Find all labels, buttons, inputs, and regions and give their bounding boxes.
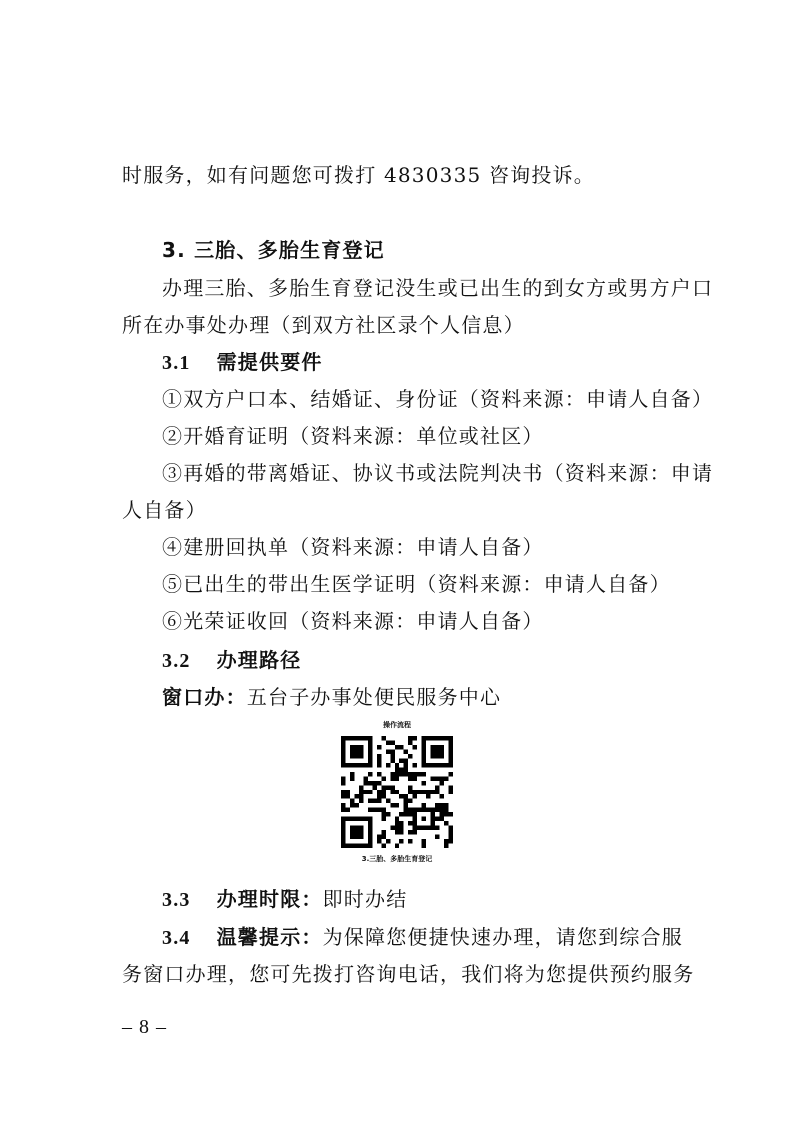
list-item: ③再婚的带离婚证、协议书或法院判决书（资料来源：申请 [162,461,714,485]
section-title: 3. 三胎、多胎生育登记 [162,238,385,262]
list-item: ⑤已出生的带出生医学证明（资料来源：申请人自备） [162,572,671,596]
window-label: 窗口办： [162,685,247,709]
list-item: ②开婚育证明（资料来源：单位或社区） [162,424,544,448]
list-item: ④建册回执单（资料来源：申请人自备） [162,535,544,559]
qr-caption: 3.三胎、多胎生育登记 [361,855,433,863]
subsection-title: 需提供要件 [216,350,323,374]
subsection-3-4 [162,925,683,950]
qr-title: 操作流程 [383,721,411,729]
window-value: 五台子办事处便民服务中心 [246,685,502,709]
list-item: ⑥光荣证收回（资料来源：申请人自备） [162,609,544,633]
paragraph-line: 务窗口办理，您可先拨打咨询电话，我们将为您提供预约服务 [122,962,695,986]
text-line-1: 时服务，如有问题您可拨打 4830335 咨询投诉。 [122,163,595,187]
qr-code-block [330,720,464,864]
subsection-number: 3.2 [162,650,191,672]
qr-code-image [341,736,453,848]
paragraph-line: 办理三胎、多胎生育登记没生或已出生的到女方或男方户口 [162,276,714,300]
subsection-3-3 [162,887,407,912]
subsection-value: 即时办结 [322,887,408,911]
subsection-3-2 [162,648,301,673]
list-item-continuation: 人自备） [122,498,207,522]
subsection-label: 温馨提示： [216,925,323,949]
subsection-value: 为保障您便捷快速办理，请您到综合服 [322,925,684,949]
subsection-label: 办理时限： [216,887,323,911]
subsection-number: 3.3 [162,889,191,911]
list-item: ①双方户口本、结婚证、身份证（资料来源：申请人自备） [162,387,714,411]
subsection-number: 3.4 [162,927,191,949]
subsection-number: 3.1 [162,352,191,374]
paragraph-line: 所在办事处办理（到双方社区录个人信息） [122,313,525,337]
subsection-title: 办理路径 [216,648,302,672]
window-line [162,685,501,709]
subsection-3-1 [162,350,323,375]
page-number: – 8 – [122,1016,167,1038]
